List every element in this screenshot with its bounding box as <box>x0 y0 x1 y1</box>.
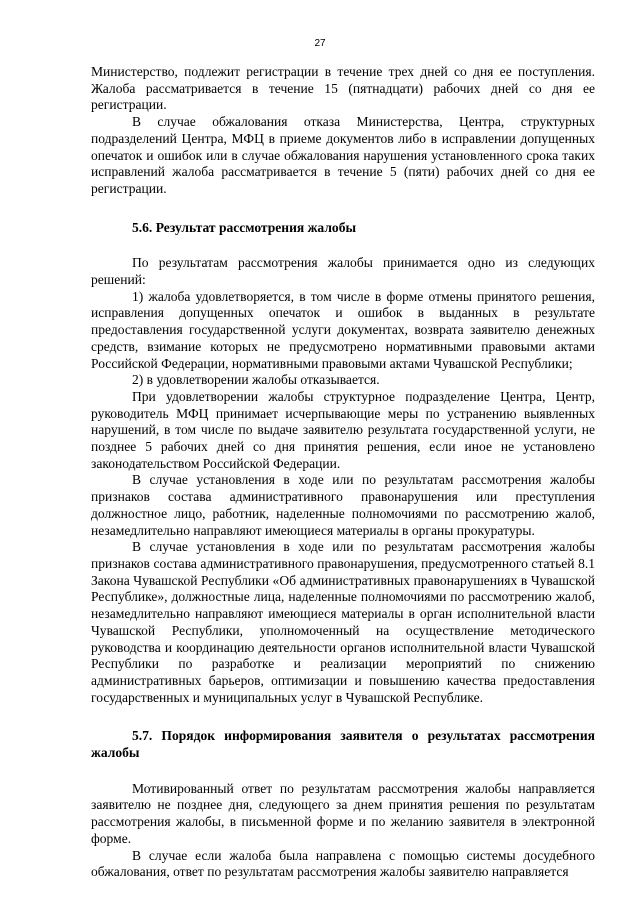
list-item: 1) жалоба удовлетворяется, в том числе в форме отмены принятого решения, исправления допущенных опечаток и ошибок в выданных в результате предоставления государственной услуги документах, возврата заявителю денежных средств, взимание которых не предусмотрено нормативными правовыми актами Российской Федерации, нормативными правовыми актами Чувашской Республики; <box>91 288 595 371</box>
paragraph: При удовлетворении жалобы структурное подразделение Центра, Центр, руководитель МФЦ принимает исчерпывающие меры по устранению выявленных нарушений, в том числе по выдаче заявителю результата государственной услуги, не позднее 5 рабочих дней со дня принятия решения, если иное не установлено законодательством Российской Федерации. <box>91 388 595 471</box>
spacer <box>91 198 595 220</box>
spacer <box>91 762 595 781</box>
section-heading-5-6: 5.6. Результат рассмотрения жалобы <box>132 219 357 235</box>
spacer <box>91 236 595 255</box>
paragraph: В случае установления в ходе или по результатам рассмотрения жалобы признаков состава административного правонарушения, предусмотренного статьей 8.1 Закона Чувашской Республики «Об административных правонарушениях в Чувашской Республике», должностные лица, наделенные полномочиями по рассмотрению жалоб, незамедлительно направляют имеющиеся материалы в орган исполнительной власти Чувашской Республики, уполномоченный на осуществление методического руководства и координацию деятельности органов исполнительной власти Чувашской Республики по разработке и реализации мероприятий по снижению административных барьеров, оптимизации и повышению качества предоставления государственных и муниципальных услуг в Чувашской Республике. <box>91 539 595 705</box>
spacer <box>91 706 595 728</box>
section-heading-5-7: 5.7. Порядок информирования заявителя о результатах рассмотрения жалобы <box>91 728 595 761</box>
list-item: 2) в удовлетворении жалобы отказывается. <box>132 372 380 388</box>
page-number: 27 <box>314 38 326 49</box>
paragraph: В случае обжалования отказа Министерства, Центра, структурных подразделений Центра, МФЦ в приеме документов либо в исправлении допущенных опечаток и ошибок или в случае обжалования нарушения установленного срока таких исправлений жалоба рассматривается в течение 5 (пяти) рабочих дней со дня ее регистрации. <box>91 114 595 196</box>
paragraph: В случае установления в ходе или по результатам рассмотрения жалобы признаков состава административного правонарушения или преступления должностное лицо, работник, наделенные полномочиями по рассмотрению жалоб, незамедлительно направляют имеющиеся материалы в органы прокуратуры. <box>91 472 595 538</box>
paragraph: Мотивированный ответ по результатам рассмотрения жалобы направляется заявителю не позднее дня, следующего за днем принятия решения по результатам рассмотрения жалобы, в письменной форме и по желанию заявителя в электронной форме. <box>91 780 595 846</box>
paragraph: Министерство, подлежит регистрации в течение трех дней со дня ее поступления. Жалоба рассматривается в течение 15 (пятнадцати) рабочих дней со дня ее регистрации. <box>91 64 595 113</box>
page-body <box>91 64 595 881</box>
paragraph: В случае если жалоба была направлена с помощью системы досудебного обжалования, ответ по результатам рассмотрения жалобы заявителю направляется <box>91 847 595 880</box>
paragraph: По результатам рассмотрения жалобы принимается одно из следующих решений: <box>91 255 595 288</box>
